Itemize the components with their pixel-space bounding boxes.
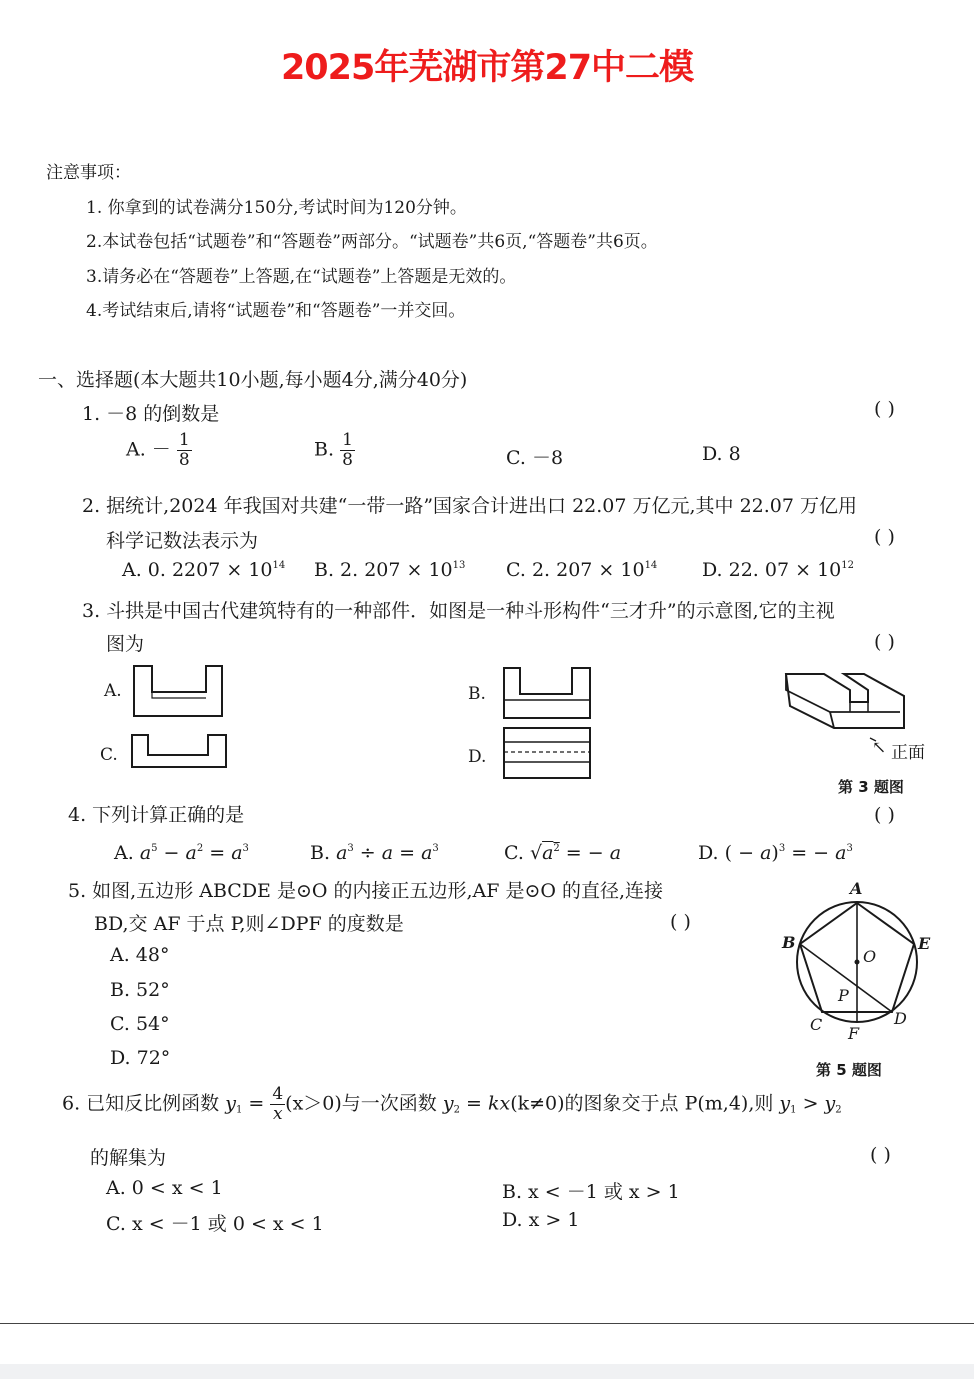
fraction: $\frac{1}{8}$ [178,430,190,470]
q1-option-b [314,432,355,469]
q6-stem-line1: 6. 已知反比例函数 $y_1$ = $\frac{4}{x}$ (x＞0)与一次函数 $y_2 = kx(k\ne 0)$的图象交于点 P(m,4),则 $y_1 > y_2$ [62,1084,842,1124]
q6-stem-line2: 的解集为 [90,1147,167,1169]
q3-option-c-figure [128,733,232,771]
q5-stem-line1: 5. 如图,五边形 ABCDE 是⊙O 的内接正五边形,AF 是⊙O 的直径,连接 [68,880,664,902]
q5-pentagon-figure [778,876,942,1046]
q3-figure-caption: 第 3 题图 [838,778,904,796]
section-heading: 一、选择题(本大题共10小题,每小题4分,满分40分) [38,369,468,391]
q5-stem-line2: BD,交 AF 于点 P,则∠DPF 的度数是 [94,913,404,935]
q5-option-a: A. 48° [110,944,170,966]
q2-option-c: C. 2. $207 \times 10^{14}$ [506,559,658,581]
point-label: F [848,1024,860,1043]
q2-stem-line2: 科学记数法表示为 [106,530,259,552]
q1-option-c: C. －8 [506,447,564,469]
notice-item: 1. 你拿到的试卷满分150分,考试时间为120分钟。 [86,198,467,218]
q1-option-a [126,432,192,469]
q1-stem: 1. －8 的倒数是 [82,403,220,425]
point-label: P [838,986,849,1005]
page-bottom-divider [0,1323,974,1324]
q1-option-d: D. 8 [702,443,741,465]
notice-item: 2.本试卷包括“试题卷”和“答题卷”两部分。“试题卷”共6页,“答题卷”共6页。 [86,232,658,252]
q3-option-d-label: D. [468,747,487,767]
q3-option-b-figure [500,662,596,720]
point-label: B [782,933,796,952]
q3-stem-line2: 图为 [106,633,145,655]
q4-option-c: C. $√a^2$ = − a [504,842,622,864]
q4-option-d: D. ( − a)$^3$ = − $a^3$ [698,842,853,864]
q5-option-b: B. 52° [110,979,170,1001]
q3-option-b-label: B. [468,684,486,704]
q6-option-a: A. 0 < x < 1 [106,1177,223,1199]
answer-paren: ( ) [874,398,895,420]
q3-option-c-label: C. [100,745,118,765]
front-arrow-icon: ↖ [872,738,887,758]
q6-option-b: B. x < －1 或 x > 1 [502,1181,680,1203]
fraction: $\frac{4}{x}$ [272,1084,284,1124]
answer-paren: ( ) [670,911,691,933]
notice-heading: 注意事项： [46,163,131,183]
answer-paren: ( ) [870,1144,891,1166]
answer-paren: ( ) [874,804,895,826]
fraction: $\frac{1}{8}$ [342,430,353,470]
notice-item: 3.请务必在“答题卷”上答题,在“试题卷”上答题是无效的。 [86,267,517,287]
q4-option-a: A. $a^5 - a^2 = a^3$ [114,842,249,864]
option-label: B. [314,438,335,461]
notice-item: 4.考试结束后,请将“试题卷”和“答题卷”一并交回。 [86,301,466,321]
answer-paren: ( ) [874,526,895,548]
point-label: A [850,879,863,898]
q2-option-d: D. 22. $07 \times 10^{12}$ [702,559,854,581]
q4-stem: 4. 下列计算正确的是 [68,804,245,826]
viewer-bottom-bar [0,1364,974,1379]
q5-option-d: D. 72° [110,1047,171,1069]
q2-option-b: B. 2. $207 \times 10^{13}$ [314,559,466,581]
q3-option-d-figure [500,724,596,782]
answer-paren: ( ) [874,631,895,653]
q3-option-a-label: A. [104,681,122,701]
q4-option-b: B. $a^3 \div a = a^3$ [310,842,439,864]
option-label: A. － [126,438,171,461]
point-label: O [863,947,877,966]
q3-stem-line1: 3. 斗拱是中国古代建筑特有的一种部件．如图是一种斗形构件“三才升”的示意图,它的主视 [82,600,835,622]
q3-3d-figure [780,668,908,750]
q3-option-a-figure [128,662,228,720]
exam-title: 2025年芜湖市第27中二模 [280,48,694,88]
q2-option-a: A. 0. $2207 \times 10^{14}$ [122,559,286,581]
q6-option-c: C. x < －1 或 0 < x < 1 [106,1213,324,1235]
point-label: E [918,934,931,953]
point-label: D [894,1009,907,1028]
q2-stem-line1: 2. 据统计,2024 年我国对共建“一带一路”国家合计进出口 22.07 万亿元,其中 22.07 万亿用 [82,495,858,517]
point-label: C [810,1015,823,1034]
front-label: 正面 [891,743,925,763]
q6-option-d: D. x > 1 [502,1209,580,1231]
q5-figure-caption: 第 5 题图 [816,1061,882,1079]
q5-option-c: C. 54° [110,1013,170,1035]
